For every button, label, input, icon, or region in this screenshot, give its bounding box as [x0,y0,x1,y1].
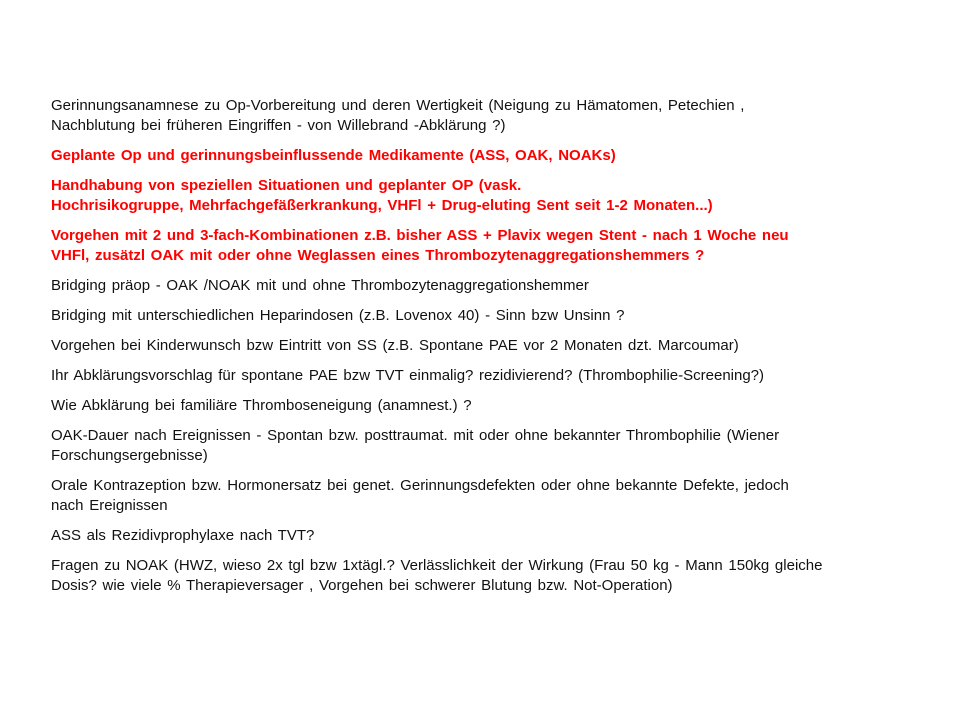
text-line: Fragen zu NOAK (HWZ, wieso 2x tgl bzw 1xtägl.? Verlässlichkeit der Wirkung (Frau 50 kg - Mann 150kg gleiche [51,557,823,574]
paragraph-noak-questions [51,556,911,596]
paragraph-pae-workup [51,366,911,386]
text-line: ASS als Rezidivprophylaxe nach TVT? [51,527,315,544]
text-line: Bridging mit unterschiedlichen Heparindosen (z.B. Lovenox 40) - Sinn bzw Unsinn ? [51,307,625,324]
text-line: Gerinnungsanamnese zu Op-Vorbereitung und deren Wertigkeit (Neigung zu Hämatomen, Petechien , [51,97,745,114]
text-line: Dosis? wie viele % Therapieversager , Vorgehen bei schwerer Blutung bzw. Not-Operation) [51,577,673,594]
text-line: Vorgehen bei Kinderwunsch bzw Eintritt von SS (z.B. Spontane PAE vor 2 Monaten dzt. Marcoumar) [51,337,739,354]
paragraph-familial-thrombosis [51,396,911,416]
paragraph-bridging-heparin [51,306,911,326]
text-line: Bridging präop - OAK /NOAK mit und ohne Thrombozytenaggregationshemmer [51,277,589,294]
text-line: Handhabung von speziellen Situationen und geplanter OP (vask. [51,177,522,194]
text-line: Hochrisikogruppe, Mehrfachgefäßerkrankung, VHFl + Drug-eluting Sent seit 1-2 Monaten...) [51,197,713,214]
slide-content [51,96,911,606]
paragraph-oak-duration [51,426,911,466]
text-line: Forschungsergebnisse) [51,447,208,464]
text-line: Orale Kontrazeption bzw. Hormonersatz bei genet. Gerinnungsdefekten oder ohne bekannte Defekte, jedoch [51,477,789,494]
text-line: OAK-Dauer nach Ereignissen - Spontan bzw. posttraumat. mit oder ohne bekannter Thrombophilie (Wiener [51,427,780,444]
paragraph-special-situations [51,176,911,216]
paragraph-bridging-preop [51,276,911,296]
text-line: VHFl, zusätzl OAK mit oder ohne Weglassen eines Thrombozytenaggregationshemmers ? [51,247,705,264]
paragraph-contraception [51,476,911,516]
text-line: Geplante Op und gerinnungsbeinflussende Medikamente (ASS, OAK, NOAKs) [51,147,616,164]
text-line: Ihr Abklärungsvorschlag für spontane PAE bzw TVT einmalig? rezidivierend? (Thrombophilie-Screening?) [51,367,765,384]
text-line: Vorgehen mit 2 und 3-fach-Kombinationen z.B. bisher ASS + Plavix wegen Stent - nach 1 Woche neu [51,227,789,244]
text-line: nach Ereignissen [51,497,168,514]
text-line: Nachblutung bei früheren Eingriffen - von Willebrand -Abklärung ?) [51,117,506,134]
paragraph-ass-prophylaxis [51,526,911,546]
paragraph-anamnesis [51,96,911,136]
paragraph-pregnancy [51,336,911,356]
paragraph-combination-therapy [51,226,911,266]
text-line: Wie Abklärung bei familiäre Thromboseneigung (anamnest.) ? [51,397,472,414]
paragraph-planned-op-medication [51,146,911,166]
